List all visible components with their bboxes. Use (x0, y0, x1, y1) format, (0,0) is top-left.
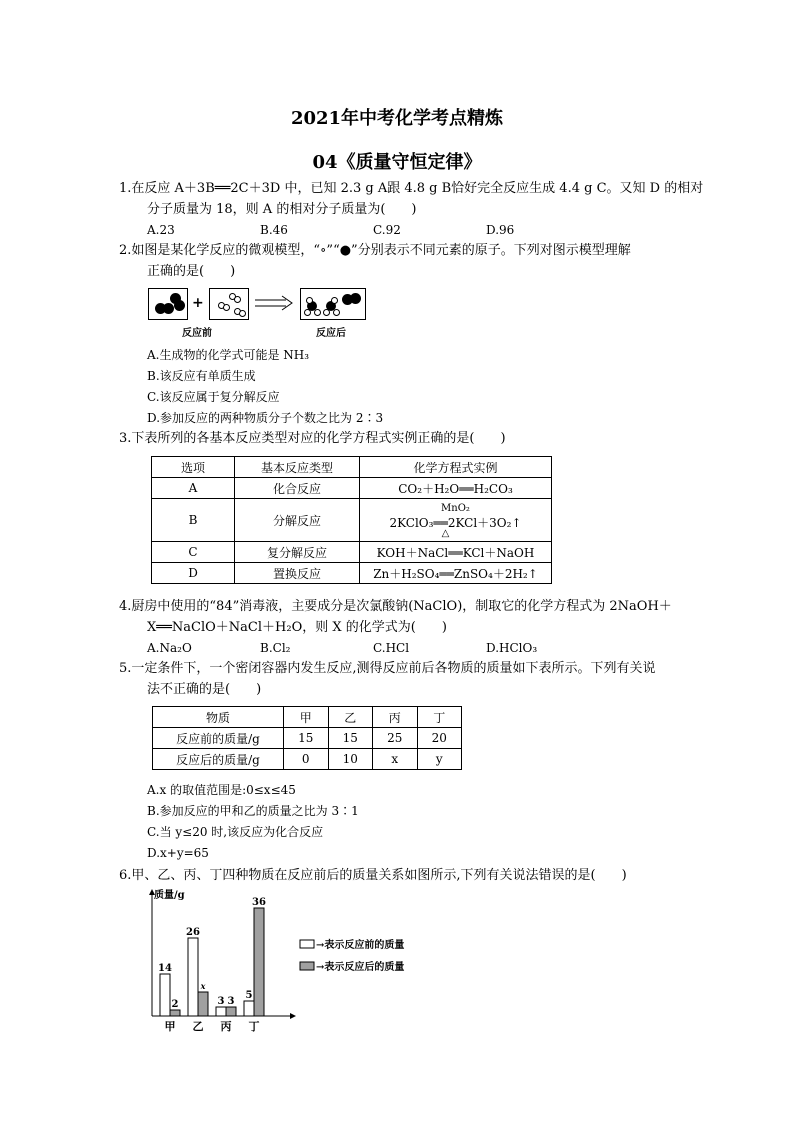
bar-after-3 (254, 908, 264, 1016)
q5-cell: 10 (328, 749, 373, 770)
reactant-box-1 (148, 288, 188, 320)
q3-cell: 分解反应 (235, 499, 360, 542)
q5-header: 丁 (417, 707, 462, 728)
q3-cell: B (152, 499, 235, 542)
q2-option-b: B.该反应有单质生成 (147, 369, 256, 383)
q4-option-c: C.HCl (373, 641, 410, 655)
q5-option-b: B.参加反应的甲和乙的质量之比为 3∶1 (147, 804, 359, 818)
page-subtitle: 04《质量守恒定律》 (312, 152, 482, 173)
q5-option-c: C.当 y≤20 时,该反应为化合反应 (147, 825, 324, 839)
q5-option-a: A.x 的取值范围是:0≤x≤45 (147, 783, 296, 797)
bar-after-2 (226, 1007, 236, 1016)
q5-line1: 5.一定条件下，一个密闭容器内发生反应,测得反应前后各物质的质量如下表所示。下列有关说 (119, 661, 656, 676)
q5-cell: 反应后的质量/g (153, 749, 284, 770)
bar-value-label: 2 (171, 999, 179, 1010)
table-row (152, 542, 552, 563)
table-header-row (153, 707, 462, 728)
q5-header: 乙 (328, 707, 373, 728)
q1-line2: 分子质量为 18，则 A 的相对分子质量为( ) (147, 202, 417, 217)
q3-cell: C (152, 542, 235, 563)
bar-after-0 (170, 1010, 180, 1016)
q4-option-d: D.HClO₃ (486, 641, 538, 655)
legend-label: →表示反应前的质量 (316, 940, 405, 951)
category-label: 乙 (192, 1020, 204, 1033)
q1-option-d: D.96 (486, 223, 515, 237)
bar-before-3 (244, 1001, 254, 1016)
question-2 (119, 240, 699, 282)
bar-before-1 (188, 938, 198, 1016)
table-header-row (152, 457, 552, 478)
q1-options (119, 220, 699, 241)
legend-label: →表示反应后的质量 (316, 962, 405, 973)
category-label: 甲 (164, 1020, 176, 1033)
q5-header: 丙 (373, 707, 418, 728)
table-row (153, 749, 462, 770)
q5-cell: y (417, 749, 462, 770)
q4-line2: X══NaClO＋NaCl＋H₂O，则 X 的化学式为( ) (147, 620, 447, 635)
catalyst-label: MnO₂ (441, 503, 470, 514)
bar-before-0 (160, 974, 170, 1016)
q2-line2: 正确的是( ) (147, 264, 236, 279)
equation-text: 2KClO₃══2KCl＋3O₂↑ (389, 516, 522, 530)
y-axis-label: 质量/g (154, 890, 185, 901)
q3-header-option: 选项 (152, 457, 235, 478)
q3-cell: CO₂＋H₂O══H₂CO₃ (360, 478, 552, 499)
mass-bar-chart (140, 884, 440, 1034)
q2-line1: 2.如图是某化学反应的微观模型，“∘”“●”分别表示不同元素的原子。下列对图示模型理解 (119, 243, 631, 258)
plus-sign: + (192, 295, 204, 311)
q3-table (151, 456, 552, 584)
q5-cell: 20 (417, 728, 462, 749)
bar-value-label: 36 (252, 897, 266, 908)
bar-value-label: 3 (227, 996, 235, 1007)
q1-line1: 1.在反应 A＋3B══2C＋3D 中，已知 2.3 g A跟 4.8 g B恰好完全反应生成 4.4 g C。又知 D 的相对 (119, 181, 704, 196)
q4-option-a: A.Na₂O (147, 641, 192, 655)
q5-cell: 15 (284, 728, 329, 749)
q2-option-c: C.该反应属于复分解反应 (147, 390, 280, 404)
question-3 (119, 428, 699, 449)
q3-header-equation: 化学方程式实例 (360, 457, 552, 478)
q5-option-d: D.x+y=65 (147, 846, 209, 860)
heat-symbol: △ (441, 528, 450, 539)
reaction-model-diagram (148, 288, 378, 340)
q1-option-c: C.92 (373, 223, 401, 237)
question-5 (119, 658, 699, 700)
q3-cell: Zn＋H₂SO₄══ZnSO₄＋2H₂↑ (360, 563, 552, 584)
bar-value-label: 3 (217, 996, 225, 1007)
q3-cell: D (152, 563, 235, 584)
bar-value-label: 5 (245, 990, 253, 1001)
q3-cell: 化合反应 (235, 478, 360, 499)
q6-line1: 6.甲、乙、丙、丁四种物质在反应前后的质量关系如图所示,下列有关说法错误的是( ) (119, 868, 627, 883)
table-row (152, 499, 552, 542)
q5-table (152, 706, 462, 770)
q5-header: 甲 (284, 707, 329, 728)
question-1 (119, 178, 704, 241)
q2-options (119, 345, 699, 429)
q4-line1: 4.厨房中使用的“84”消毒液，主要成分是次氯酸钠(NaClO)，制取它的化学方程式为 2NaOH＋ (119, 599, 672, 614)
q3-line1: 3.下表所列的各基本反应类型对应的化学方程式实例正确的是( ) (119, 431, 506, 446)
q3-cell-equation-b (360, 499, 552, 542)
q4-option-b: B.Cl₂ (260, 641, 291, 655)
q2-option-a: A.生成物的化学式可能是 NH₃ (147, 348, 310, 362)
q3-cell: 复分解反应 (235, 542, 360, 563)
q5-cell: 15 (328, 728, 373, 749)
legend-swatch (300, 962, 314, 970)
question-4 (119, 596, 699, 659)
bar-before-2 (216, 1007, 226, 1016)
bar-value-label: x (200, 981, 206, 991)
q1-option-a: A.23 (147, 223, 175, 237)
legend-swatch (300, 940, 314, 948)
q2-option-d: D.参加反应的两种物质分子个数之比为 2∶3 (147, 411, 384, 425)
reaction-arrow-icon (254, 295, 294, 311)
q4-options (119, 638, 699, 659)
category-label: 丙 (220, 1020, 232, 1033)
after-label: 反应后 (316, 328, 346, 339)
q5-cell: x (373, 749, 418, 770)
q3-cell: KOH＋NaCl══KCl＋NaOH (360, 542, 552, 563)
bar-value-label: 26 (186, 927, 200, 938)
q5-header: 物质 (153, 707, 284, 728)
product-box (300, 288, 366, 320)
table-row (152, 478, 552, 499)
q5-cell: 反应前的质量/g (153, 728, 284, 749)
q3-header-type: 基本反应类型 (235, 457, 360, 478)
q3-cell: A (152, 478, 235, 499)
category-label: 丁 (248, 1020, 260, 1033)
bar-value-label: 14 (158, 963, 172, 974)
q5-options (119, 780, 699, 864)
table-row (152, 563, 552, 584)
reactant-box-2 (209, 288, 249, 320)
q3-cell: 置换反应 (235, 563, 360, 584)
page-title: 2021年中考化学考点精炼 (290, 108, 504, 129)
table-row (153, 728, 462, 749)
q1-option-b: B.46 (260, 223, 288, 237)
bar-after-1 (198, 992, 208, 1016)
q5-line2: 法不正确的是( ) (147, 682, 262, 697)
q5-cell: 0 (284, 749, 329, 770)
before-label: 反应前 (182, 328, 212, 339)
q5-cell: 25 (373, 728, 418, 749)
question-6 (119, 865, 699, 886)
